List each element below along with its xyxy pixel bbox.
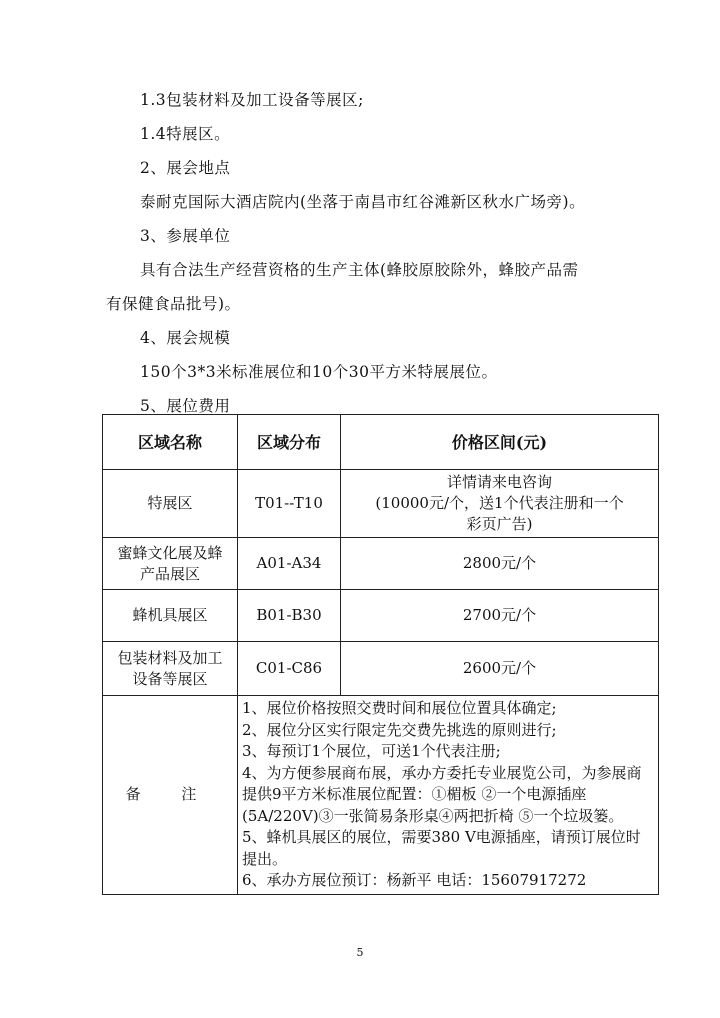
heading-fees: 5、展位费用 (140, 397, 231, 415)
area-name-cell: 包装材料及加工 设备等展区 (103, 642, 238, 696)
paragraph-exhibitors-2: 有保健食品批号)。 (106, 295, 241, 313)
table-row (103, 642, 659, 696)
paragraph-1-3: 1.3包装材料及加工设备等展区; (140, 91, 364, 109)
price-cell: 2800元/个 (341, 538, 659, 590)
heading-scale: 4、展会规模 (140, 329, 231, 347)
note-item: 6、承办方展位预订：杨新平 电话：15607917272 (242, 871, 587, 889)
note-item: 4、为方便参展商布展，承办方委托专业展览公司，为参展商提供9平方米标准展位配置：①楣板 ②一个电源插座(5A/220V)③一张简易条形桌④两把折椅 ⑤一个垃圾篓。 (242, 763, 642, 825)
price-cell: 详情请来电咨询 (10000元/个，送1个代表注册和一个 彩页广告) (341, 470, 659, 538)
area-range-cell: A01-A34 (238, 538, 341, 590)
note-item: 1、展位价格按照交费时间和展位位置具体确定; (242, 699, 557, 717)
price-cell: 2600元/个 (341, 642, 659, 696)
header-area-range: 区域分布 (238, 415, 341, 470)
price-cell: 2700元/个 (341, 590, 659, 642)
heading-venue: 2、展会地点 (140, 159, 231, 177)
paragraph-1-4: 1.4特展区。 (140, 125, 231, 143)
notes-cell (238, 696, 659, 895)
area-range-cell: C01-C86 (238, 642, 341, 696)
note-item: 2、展位分区实行限定先交费先挑选的原则进行; (242, 720, 557, 739)
heading-exhibitors: 3、参展单位 (140, 227, 231, 245)
area-range-cell: T01--T10 (238, 470, 341, 538)
area-range-cell: B01-B30 (238, 590, 341, 642)
table-header-row (103, 415, 659, 470)
notes-label: 备 注 (103, 696, 238, 895)
page-number: 5 (356, 946, 364, 959)
paragraph-venue: 泰耐克国际大酒店院内(坐落于南昌市红谷滩新区秋水广场旁)。 (140, 193, 586, 211)
paragraph-scale: 150个3*3米标准展位和10个30平方米特展展位。 (140, 363, 498, 381)
area-name-cell: 特展区 (103, 470, 238, 538)
table-row (103, 538, 659, 590)
note-item: 5、蜂机具展区的展位，需要380 V电源插座，请预订展位时提出。 (242, 828, 641, 868)
area-name-cell: 蜜蜂文化展及蜂 产品展区 (103, 538, 238, 590)
booth-fee-table (102, 414, 659, 895)
table-row (103, 590, 659, 642)
note-item: 3、每预订1个展位，可送1个代表注册; (242, 742, 501, 760)
header-area-name: 区域名称 (103, 415, 238, 470)
header-price-range: 价格区间(元) (341, 415, 659, 470)
paragraph-exhibitors-1: 具有合法生产经营资格的生产主体(蜂胶原胶除外，蜂胶产品需 (140, 261, 579, 279)
notes-row (103, 696, 659, 895)
area-name-cell: 蜂机具展区 (103, 590, 238, 642)
table-row (103, 470, 659, 538)
